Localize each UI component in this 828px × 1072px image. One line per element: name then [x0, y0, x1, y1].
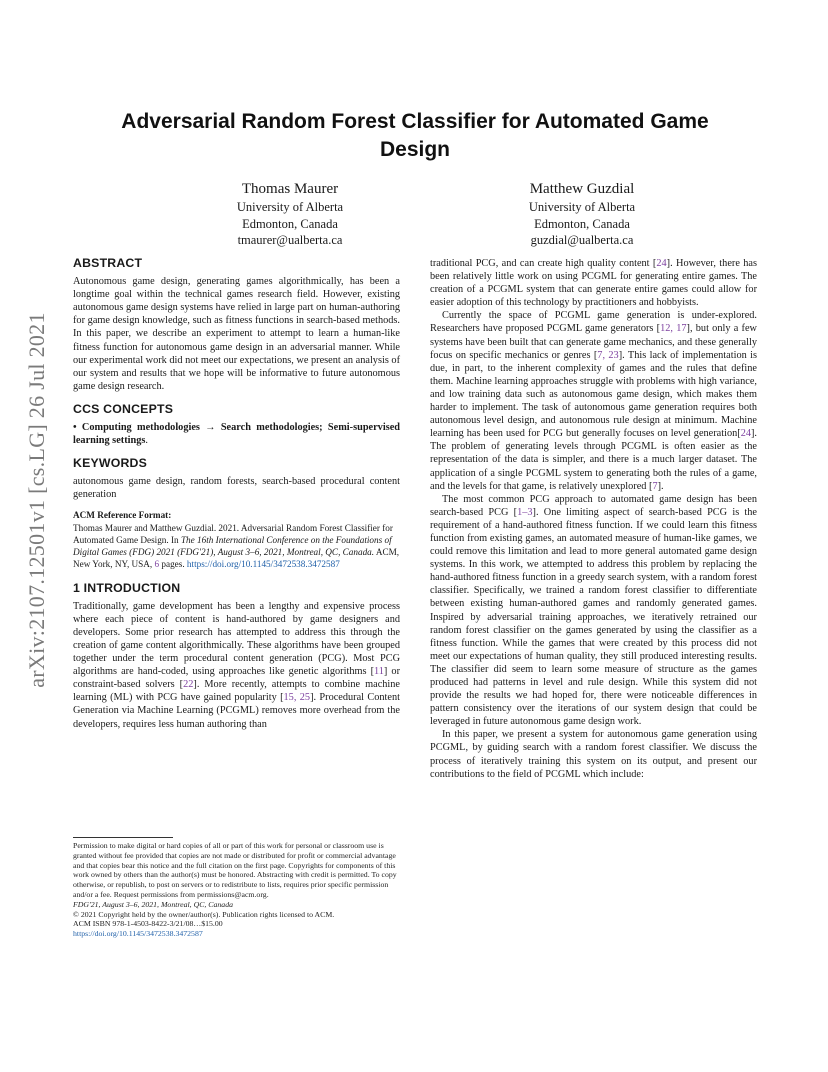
citation-link[interactable]: 11 [374, 666, 384, 678]
reference-venue: The 16th International Conference on the Foundations of Digital Games (FDG) 2021 (FDG'21), August 3–6, 2021, Montreal, QC, Canada. [73, 534, 392, 557]
ccs-period: . [145, 435, 148, 447]
ccs-heading: CCS CONCEPTS [73, 401, 174, 416]
ccs-concepts [73, 421, 400, 447]
citation-link[interactable]: 7 [652, 480, 658, 492]
author-email: guzdial@ualberta.ca [530, 233, 634, 247]
citation-link[interactable]: 22 [183, 679, 194, 691]
text-run: ]. More recently, attempts to combine machine learning (ML) with PCG have gained popularity [ [73, 679, 401, 704]
keywords-heading: KEYWORDS [73, 456, 148, 471]
text-run: ] or constraint-based solvers [ [73, 666, 400, 691]
reference-format-heading: ACM Reference Format: [73, 509, 172, 520]
citation-link[interactable]: 24 [740, 428, 751, 440]
text-run: ]. This lack of implementation is due, in part, to the inherent complexity of games and the rules that define them. Machine learning approaches struggle with problems with high variance, and low training data such as autonomous game design, which makes them harder to implement. The task of autonomous game generation requires both autonomous level design, and autonomous rule design at minimum. Machine learning has been used for PCG but generally focuses on level generation[ [430, 349, 758, 440]
abstract-heading: ABSTRACT [73, 256, 143, 270]
text-run: Currently the space of PCGML game generation is under-explored. Researchers have proposed PCGML game generators [ [430, 310, 757, 335]
isbn-line: ACM ISBN 978-1-4503-8422-3/21/08…$15.00 [73, 919, 223, 929]
intro-paragraph [430, 493, 757, 729]
author-affiliation: University of Alberta [528, 200, 636, 214]
text-run: ], but only a few systems have been built that can generate game mechanics, and these generally focus on specific mechanics or genres [ [430, 323, 757, 361]
arxiv-watermark [16, 300, 58, 700]
author-location: Edmonton, Canada [242, 216, 338, 231]
reference-pages-suffix: pages. [159, 558, 187, 569]
text-run: ]. Procedural Content Generation via Machine Learning (PCGML) removes more overhead from the developers, requires less human authoring than [73, 692, 400, 730]
ccs-concepts-text: • Computing methodologies → Search methodologies; Semi-supervised learning settings [73, 422, 400, 447]
arxiv-id: arXiv:2107.12501v1 [cs.LG] 26 Jul 2021 [24, 312, 49, 688]
reference-publisher: ACM, New York, NY, USA, [73, 546, 400, 569]
reference-format-text: Thomas Maurer and Matthew Guzdial. 2021. Adversarial Random Forest Classifier for Automated Game Design. In [73, 522, 393, 545]
citation-link[interactable]: 15, 25 [283, 692, 311, 704]
permission-text: Permission to make digital or hard copies of all or part of this work for personal or classroom use is granted without fee provided that copies are not made or distributed for profit or commercial advantage and that copies bear this notice and the full citation on the first page. Copyrights for components of this work owned by others than the author(s) must be honored. Abstracting with credit is permitted. To copy otherwise, or republish, to post on servers or to redistribute to lists, requires prior specific permission and/or a fee. Request permissions from permissions@acm.org. [73, 841, 397, 899]
left-column [73, 257, 400, 731]
author-affiliation: University of Alberta [236, 200, 344, 214]
intro-heading: 1 INTRODUCTION [73, 580, 181, 595]
reference-pages[interactable]: 6 [154, 558, 160, 569]
citation-link[interactable]: 12, 17 [660, 323, 687, 335]
text-run: ]. However, there has been relatively little work on using PCGML for generating entire games. The creation of a PCGML system that can generate entire games could allow for easier adoption of this technology by practitioners and hobbyists. [430, 258, 757, 309]
citation-link[interactable]: 24 [656, 258, 667, 269]
conference-line: FDG'21, August 3–6, 2021, Montreal, QC, Canada [73, 899, 233, 909]
copyright-line: © 2021 Copyright held by the owner/author(s). Publication rights licensed to ACM. [73, 909, 335, 919]
citation-link[interactable]: 7, 23 [597, 349, 619, 361]
intro-paragraph [430, 309, 757, 492]
doi-link[interactable]: https://doi.org/10.1145/3472538.3472587 [186, 558, 340, 569]
citation-link[interactable]: 1–3 [517, 506, 533, 518]
text-run: ]. The problem of generating levels through PCGML is often easier as the representation of the data is simpler, and there is a much larger dataset. The application of a single PCGML system to generating both the rules of a game, and the levels for that game, is relatively unexplored [ [430, 428, 757, 492]
author-block [462, 179, 702, 249]
intro-paragraph-continued [430, 257, 757, 309]
text-run: ]. One limiting aspect of search-based PCG is the requirement of a hand-authored fitness function. If we could learn this fitness function from existing games, an automated measure of human-like games, we could remove this limitation and lead to more general automated game design systems. In this work, we attempted to address this problem by replacing the hand-authored fitness function in a greedy search system, with a random forest classifier. Specifically, we trained a random forest classifier to differentiate between existing human-authored games and randomly generated games. Inspired by adversarial training approaches, we iteratively retrained our random forest classifier on the games generated by using the classifier as a fitness function. While the games that were created by this process did not meet our expectations of human quality, they still produced interesting results. The classifier did seem to learn some measure of structure as the games produced had patterns in level and rule design. While this system did not provide the results we had hoped for, there were noticeable differences in pattern consistency over the iterations of our system design that could be leveraged in future autonomous game design work. [430, 506, 757, 728]
permission-doi-link[interactable]: https://doi.org/10.1145/3472538.3472587 [73, 929, 203, 939]
author-name: Thomas Maurer [241, 181, 339, 197]
right-column [430, 257, 757, 781]
author-email: tmaurer@ualberta.ca [237, 233, 343, 247]
permission-block [73, 841, 400, 939]
text-run: The most common PCG approach to automated game design has been search-based PCG [ [430, 493, 757, 518]
author-location: Edmonton, Canada [534, 216, 630, 231]
abstract-text: Autonomous game design, generating games algorithmically, has been a longtime goal within the technical games research field. However, existing autonomous game design systems have relied in large part on human-authoring for game design knowledge, such as fitness functions in search-based methods. In this paper, we describe an experiment to attempt to learn a human-like fitness function for autonomous game design in an adversarial manner. While our experimental work did not meet our expectations, we present an analysis of our system and results that we hope will be informative to future autonomous game design research. [73, 276, 400, 392]
text-run: Traditionally, game development has been a lengthy and expensive process where each piece of content is hand-authored by game designers and developers. Some prior research has attempted to address this through the creation of game content algorithmically. These algorithms have been grouped together under the term procedural content generation (PCG). Most PCG algorithms are hand-coded, using approaches like genetic algorithms [ [73, 600, 400, 678]
author-name: Matthew Guzdial [529, 181, 635, 197]
author-block [170, 179, 410, 249]
intro-paragraph: In this paper, we present a system for autonomous game generation using PCGML, by guiding search with a random forest classifier. We discuss the process of iteratively training this system on its output, and present our contributions to the field of PCGML which include: [430, 729, 757, 780]
paper-title: Adversarial Random Forest Classifier for Automated Game Design [121, 110, 709, 161]
footnote-rule [73, 837, 173, 838]
text-run: ]. [657, 480, 664, 492]
reference-format [73, 522, 400, 570]
keywords-text: autonomous game design, random forests, search-based procedural content generation [73, 476, 400, 501]
text-run: traditional PCG, and can create high quality content [ [430, 258, 657, 269]
intro-paragraph [73, 600, 400, 731]
